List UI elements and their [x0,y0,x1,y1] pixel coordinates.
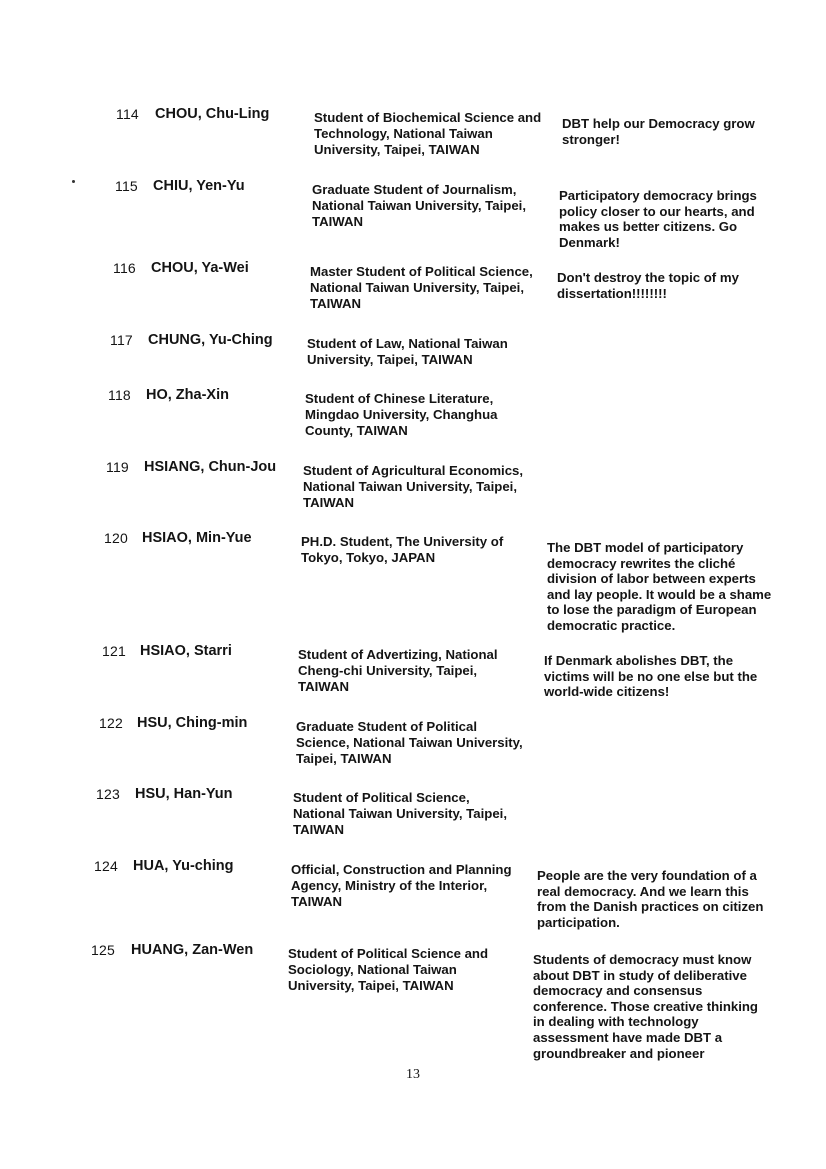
entry-name: CHUNG, Yu-Ching [148,332,273,348]
entry-comment: Students of democracy must know about DBT in study of deliberative democracy and consensus conference. Those creative thinking in dealing with technology assessment have made DBT a groundbreaker and pioneer [533,952,758,1061]
entry-comment: If Denmark abolishes DBT, the victims will be no one else but the world-wide citizens! [544,653,758,700]
entry-affiliation: Graduate Student of Political Science, National Taiwan University, Taipei, TAIWAN [296,719,523,766]
entry-number: 124 [94,858,118,874]
entry-affiliation: PH.D. Student, The University of Tokyo, Tokyo, JAPAN [301,534,504,565]
entry-affiliation: Official, Construction and Planning Agency, Ministry of the Interior, TAIWAN [291,862,512,909]
entry-comment: Don't destroy the topic of my dissertation!!!!!!!! [557,270,739,301]
entry-affiliation: Student of Law, National Taiwan University, Taipei, TAIWAN [307,336,508,367]
entry-affiliation: Student of Chinese Literature, Mingdao University, Changhua County, TAIWAN [305,391,498,438]
entry-number: 119 [106,459,129,475]
entry-number: 114 [116,106,139,122]
entry-name: CHIU, Yen-Yu [153,178,245,194]
entry-comment: People are the very foundation of a real democracy. And we learn this from the Danish practices on citizen participation. [537,868,764,930]
entry-name: HUANG, Zan-Wen [131,942,254,958]
entry-number: 122 [99,715,123,731]
scan-speck [72,180,75,183]
entry-comment: DBT help our Democracy grow stronger! [562,116,755,147]
entry-affiliation: Graduate Student of Journalism, National Taiwan University, Taipei, TAIWAN [312,182,526,229]
entry-comment: The DBT model of participatory democracy rewrites the cliché division of labor between experts and lay people. It would be a shame to lose the paradigm of European democratic practice. [547,540,772,633]
entry-name: HSIAO, Min-Yue [142,530,252,546]
entry-number: 125 [91,942,115,958]
entry-affiliation: Student of Biochemical Science and Technology, National Taiwan University, Taipei, TAIWAN [314,110,542,157]
entry-name: HUA, Yu-ching [133,858,234,874]
entry-number: 115 [115,178,138,194]
entry-affiliation: Master Student of Political Science, National Taiwan University, Taipei, TAIWAN [310,264,533,311]
page-number: 13 [406,1067,420,1082]
entry-number: 118 [108,387,131,403]
entry-number: 121 [102,643,126,659]
entry-name: HO, Zha-Xin [146,387,229,403]
entry-name: CHOU, Chu-Ling [155,106,270,122]
entry-name: HSU, Han-Yun [135,786,233,802]
entry-affiliation: Student of Advertizing, National Cheng-chi University, Taipei, TAIWAN [298,647,498,694]
entry-name: HSU, Ching-min [137,715,248,731]
entry-affiliation: Student of Political Science, National Taiwan University, Taipei, TAIWAN [293,790,507,837]
entry-affiliation: Student of Agricultural Economics, National Taiwan University, Taipei, TAIWAN [303,463,524,510]
entry-name: HSIANG, Chun-Jou [144,459,277,475]
entry-number: 116 [113,260,136,276]
entry-number: 117 [110,332,133,348]
entry-name: CHOU, Ya-Wei [151,260,249,276]
entry-affiliation: Student of Political Science and Sociology, National Taiwan University, Taipei, TAIWAN [288,946,489,993]
entry-number: 123 [96,786,120,802]
entry-number: 120 [104,530,128,546]
entry-name: HSIAO, Starri [140,643,232,659]
entry-comment: Participatory democracy brings policy closer to our hearts, and makes us better citizens. Go Denmark! [559,188,757,250]
